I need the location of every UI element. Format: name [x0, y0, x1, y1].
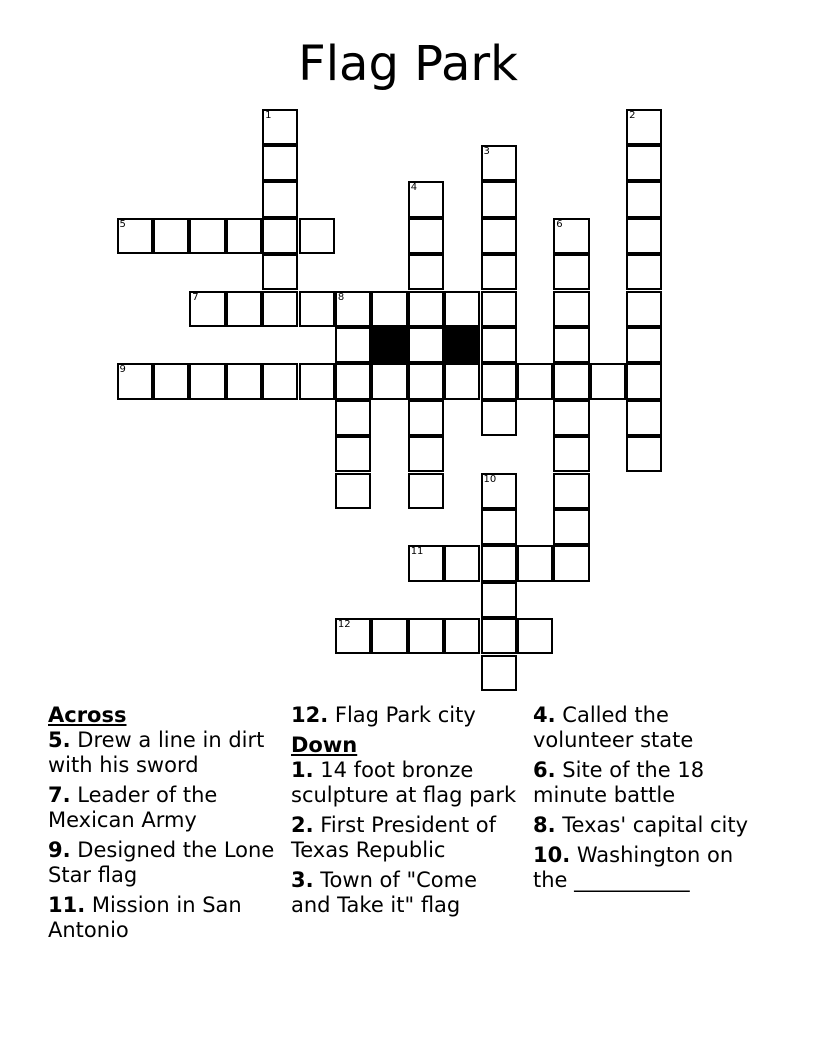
grid-cell[interactable] — [626, 181, 662, 217]
grid-cell[interactable] — [408, 327, 444, 363]
grid-cell[interactable] — [553, 291, 589, 327]
grid-cell[interactable] — [335, 363, 371, 399]
grid-cell[interactable] — [626, 363, 662, 399]
grid-cell[interactable] — [481, 400, 517, 436]
grid-cell[interactable] — [408, 400, 444, 436]
grid-cell[interactable] — [335, 473, 371, 509]
grid-cell[interactable] — [517, 545, 553, 581]
grid-cell[interactable] — [408, 545, 444, 581]
clue-down-3: 3. Town of "Come and Take it" flag — [291, 868, 478, 917]
grid-cell[interactable] — [481, 327, 517, 363]
clue-number: 7 — [192, 291, 199, 303]
grid-cell[interactable] — [553, 363, 589, 399]
grid-cell[interactable] — [553, 545, 589, 581]
clue-number: 10 — [483, 473, 497, 485]
grid-cell[interactable] — [481, 291, 517, 327]
grid-cell[interactable] — [262, 254, 298, 290]
grid-cell[interactable] — [481, 509, 517, 545]
grid-cell[interactable] — [408, 291, 444, 327]
grid-cell[interactable] — [408, 436, 444, 472]
grid-cell[interactable] — [481, 254, 517, 290]
grid-cell[interactable] — [299, 291, 335, 327]
grid-cell[interactable] — [626, 218, 662, 254]
clue-across-12: 12. Flag Park city — [291, 703, 476, 727]
grid-cell[interactable] — [444, 291, 480, 327]
grid-cell[interactable] — [262, 145, 298, 181]
grid-cell[interactable] — [153, 363, 189, 399]
clue-down-4: 4. Called the volunteer state — [533, 703, 694, 752]
black-square — [444, 327, 480, 363]
grid-cell[interactable] — [481, 145, 517, 181]
grid-cell[interactable] — [117, 363, 153, 399]
grid-cell[interactable] — [626, 109, 662, 145]
grid-cell[interactable] — [481, 181, 517, 217]
grid-cell[interactable] — [335, 291, 371, 327]
grid-cell[interactable] — [626, 291, 662, 327]
grid-cell[interactable] — [481, 218, 517, 254]
black-square — [371, 327, 407, 363]
clue-number: 5 — [119, 218, 126, 230]
grid-cell[interactable] — [553, 400, 589, 436]
clue-number: 6 — [556, 218, 563, 230]
grid-cell[interactable] — [444, 545, 480, 581]
clue-across-5: 5. Drew a line in dirt with his sword — [48, 728, 265, 777]
clue-number: 1 — [265, 109, 272, 121]
grid-cell[interactable] — [299, 363, 335, 399]
grid-cell[interactable] — [408, 473, 444, 509]
grid-cell[interactable] — [262, 181, 298, 217]
grid-cell[interactable] — [335, 327, 371, 363]
grid-cell[interactable] — [481, 655, 517, 691]
clue-down-8: 8. Texas' capital city — [533, 813, 749, 837]
grid-cell[interactable] — [553, 327, 589, 363]
clues-column-2 — [291, 703, 521, 923]
grid-cell[interactable] — [553, 218, 589, 254]
grid-cell[interactable] — [626, 400, 662, 436]
grid-cell[interactable] — [590, 363, 626, 399]
grid-cell[interactable] — [553, 254, 589, 290]
grid-cell[interactable] — [117, 218, 153, 254]
clue-number: 3 — [483, 145, 490, 157]
grid-cell[interactable] — [444, 363, 480, 399]
grid-cell[interactable] — [299, 218, 335, 254]
grid-cell[interactable] — [553, 509, 589, 545]
grid-cell[interactable] — [481, 545, 517, 581]
grid-cell[interactable] — [226, 218, 262, 254]
across-heading: Across — [48, 703, 127, 727]
grid-cell[interactable] — [226, 363, 262, 399]
grid-cell[interactable] — [553, 473, 589, 509]
clue-across-7: 7. Leader of the Mexican Army — [48, 783, 218, 832]
grid-cell[interactable] — [371, 363, 407, 399]
clue-number: 12 — [337, 619, 351, 631]
clue-number: 8 — [337, 291, 345, 303]
grid-cell[interactable] — [626, 145, 662, 181]
grid-cell[interactable] — [408, 254, 444, 290]
grid-cell[interactable] — [553, 436, 589, 472]
grid-cell[interactable] — [481, 618, 517, 654]
grid-cell[interactable] — [335, 436, 371, 472]
clue-number: 2 — [629, 109, 636, 121]
clues-column-3 — [533, 703, 763, 898]
down-heading: Down — [291, 733, 358, 757]
clues-column-1 — [48, 703, 278, 948]
grid-cell[interactable] — [262, 291, 298, 327]
grid-cell[interactable] — [262, 109, 298, 145]
grid-cell[interactable] — [262, 363, 298, 399]
grid-cell[interactable] — [481, 582, 517, 618]
grid-cell[interactable] — [262, 218, 298, 254]
grid-cell[interactable] — [626, 436, 662, 472]
clue-down-2: 2. First President of Texas Republic — [291, 813, 497, 862]
grid-cell[interactable] — [335, 618, 371, 654]
grid-cell[interactable] — [481, 363, 517, 399]
grid-cell[interactable] — [153, 218, 189, 254]
clue-down-10: 10. Washington on the ___________ — [533, 843, 734, 892]
grid-cell[interactable] — [226, 291, 262, 327]
clue-number: 9 — [119, 364, 126, 376]
clue-across-11: 11. Mission in San Antonio — [48, 893, 242, 942]
grid-cell[interactable] — [371, 291, 407, 327]
grid-cell[interactable] — [408, 618, 444, 654]
grid-cell[interactable] — [189, 291, 225, 327]
grid-cell[interactable] — [626, 254, 662, 290]
clue-down-6: 6. Site of the 18 minute battle — [533, 758, 705, 807]
grid-cell[interactable] — [517, 363, 553, 399]
grid-cell[interactable] — [335, 400, 371, 436]
grid-cell[interactable] — [444, 618, 480, 654]
grid-cell[interactable] — [517, 618, 553, 654]
page-title: Flag Park — [298, 36, 518, 92]
clue-number: 11 — [410, 546, 424, 558]
clue-number: 4 — [410, 182, 418, 194]
grid-cell[interactable] — [626, 327, 662, 363]
grid-cell[interactable] — [408, 181, 444, 217]
clue-across-9: 9. Designed the Lone Star flag — [48, 838, 275, 887]
grid-cell[interactable] — [481, 473, 517, 509]
grid-cell[interactable] — [408, 218, 444, 254]
clue-down-1: 1. 14 foot bronze sculpture at flag park — [291, 758, 517, 807]
grid-cell[interactable] — [408, 363, 444, 399]
grid-cell[interactable] — [371, 618, 407, 654]
grid-cell[interactable] — [189, 363, 225, 399]
grid-cell[interactable] — [189, 218, 225, 254]
